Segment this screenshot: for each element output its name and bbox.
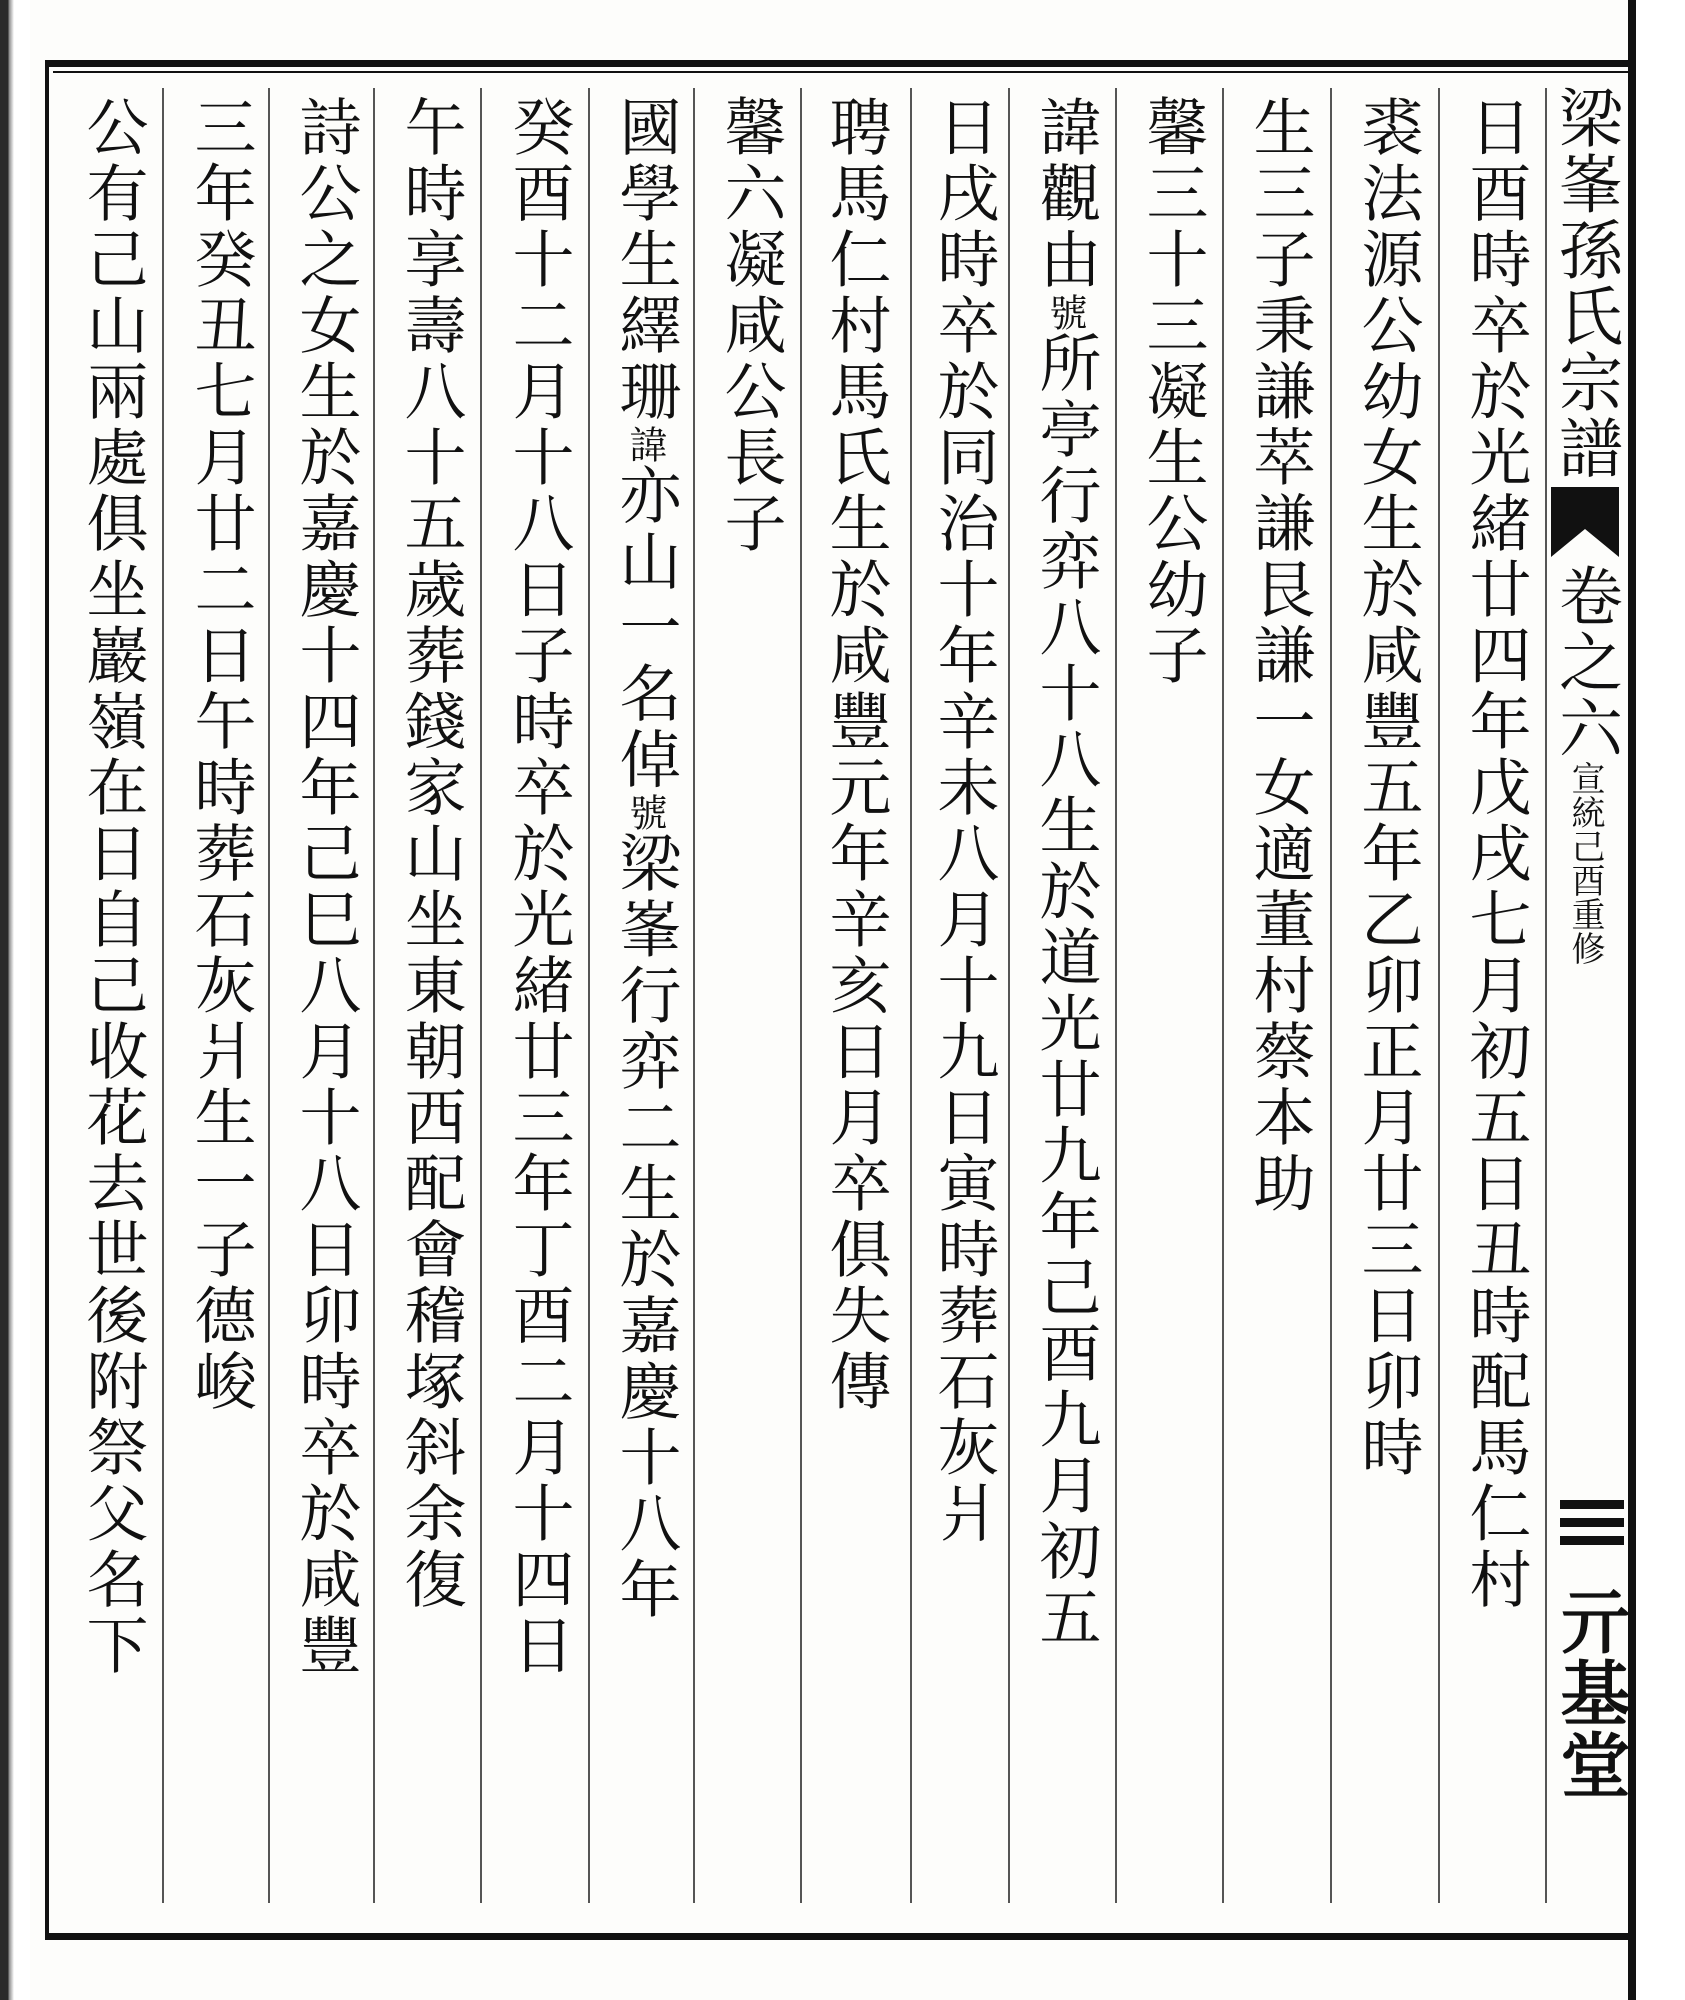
text-column bbox=[1015, 95, 1115, 1651]
text-segment: 聘馬仁村馬氏生於咸豐元年辛亥日月卒俱失傳 bbox=[819, 95, 892, 1415]
text-segment: 國學生繹珊 bbox=[609, 95, 682, 425]
text-column bbox=[1445, 95, 1545, 1613]
text-column bbox=[170, 95, 270, 1415]
column-rule bbox=[1222, 88, 1224, 1903]
text-segment-small: 號 bbox=[623, 793, 667, 831]
text-segment: 生三子 bbox=[1243, 95, 1316, 293]
text-column bbox=[1229, 95, 1329, 1217]
text-column bbox=[1337, 95, 1437, 1481]
text-column bbox=[805, 95, 905, 1415]
text-segment: 艮謙 bbox=[1243, 557, 1316, 689]
volume-label: 卷之六 bbox=[1548, 563, 1622, 761]
fishtail-mark bbox=[1551, 487, 1619, 557]
page-number bbox=[1560, 1500, 1624, 1554]
left-page-edge bbox=[0, 0, 30, 2000]
text-column bbox=[275, 95, 375, 1679]
text-segment: 公有己山兩處俱坐巖嶺在日自己收花去世後附祭父名下 bbox=[76, 95, 149, 1679]
text-segment: 三年癸丑七月廿二日午時葬石灰爿 bbox=[184, 95, 257, 1085]
column-rule bbox=[1330, 88, 1332, 1903]
edition-note: 宣統己酉重修 bbox=[1565, 761, 1605, 965]
text-segment: 馨六凝咸公長子 bbox=[714, 95, 787, 557]
text-column bbox=[62, 95, 162, 1679]
text-segment: 詩公之女生於嘉慶十四年己巳八月十八日卯時卒於咸豐 bbox=[289, 95, 362, 1679]
text-column bbox=[595, 95, 695, 1623]
text-segment: 午時享壽八十五歲葬錢家山坐東朝西 bbox=[394, 95, 467, 1151]
text-segment: 生一子 bbox=[184, 1085, 257, 1283]
text-segment: 一女適董村蔡本助 bbox=[1243, 689, 1316, 1217]
text-segment: 秉謙 bbox=[1243, 293, 1316, 425]
column-rule bbox=[1438, 88, 1440, 1903]
text-segment: 裘法源公幼女生於咸豐五年乙卯正月廿三日卯時 bbox=[1351, 95, 1424, 1481]
text-segment: 配馬仁村 bbox=[1459, 1349, 1532, 1613]
text-segment: 德峻 bbox=[184, 1283, 257, 1415]
text-segment: 日戌時卒於同治十年辛未八月十九日寅時葬石灰爿 bbox=[927, 95, 1000, 1547]
text-column bbox=[380, 95, 480, 1613]
text-segment: 亦山一名倬 bbox=[609, 463, 682, 793]
text-segment: 配會稽塚斜余復 bbox=[394, 1151, 467, 1613]
text-segment: 癸酉十二月十八日子時卒於光緒廿三年丁酉二月十四日 bbox=[502, 95, 575, 1679]
column-rule bbox=[800, 88, 802, 1903]
text-column bbox=[488, 95, 588, 1679]
text-column bbox=[1122, 95, 1222, 689]
text-segment: 所亭行弈八十八 bbox=[1029, 331, 1102, 793]
column-rule bbox=[480, 88, 482, 1903]
text-segment: 馨三十三凝生公幼子 bbox=[1136, 95, 1209, 689]
text-segment: 諱 bbox=[1029, 95, 1102, 161]
book-title: 梁峯孫氏宗譜 bbox=[1548, 85, 1622, 481]
column-rule bbox=[162, 88, 164, 1903]
hall-name: 亓基堂 bbox=[1549, 1585, 1632, 1801]
book-header bbox=[1540, 85, 1630, 965]
text-segment: 萃謙 bbox=[1243, 425, 1316, 557]
text-segment: 生於嘉慶十八年 bbox=[609, 1161, 682, 1623]
text-segment: 日酉時卒於光緒廿四年戊戌七月初五日丑時 bbox=[1459, 95, 1532, 1349]
text-segment-small: 號 bbox=[1043, 293, 1087, 331]
text-segment: 觀由 bbox=[1029, 161, 1102, 293]
text-segment: 生於道光廿九年己酉九月初五 bbox=[1029, 793, 1102, 1651]
column-rule bbox=[588, 88, 590, 1903]
text-segment: 梁峯行弈二 bbox=[609, 831, 682, 1161]
right-margin bbox=[1636, 0, 1685, 2000]
column-rule bbox=[1115, 88, 1117, 1903]
text-segment-small: 諱 bbox=[623, 425, 667, 463]
